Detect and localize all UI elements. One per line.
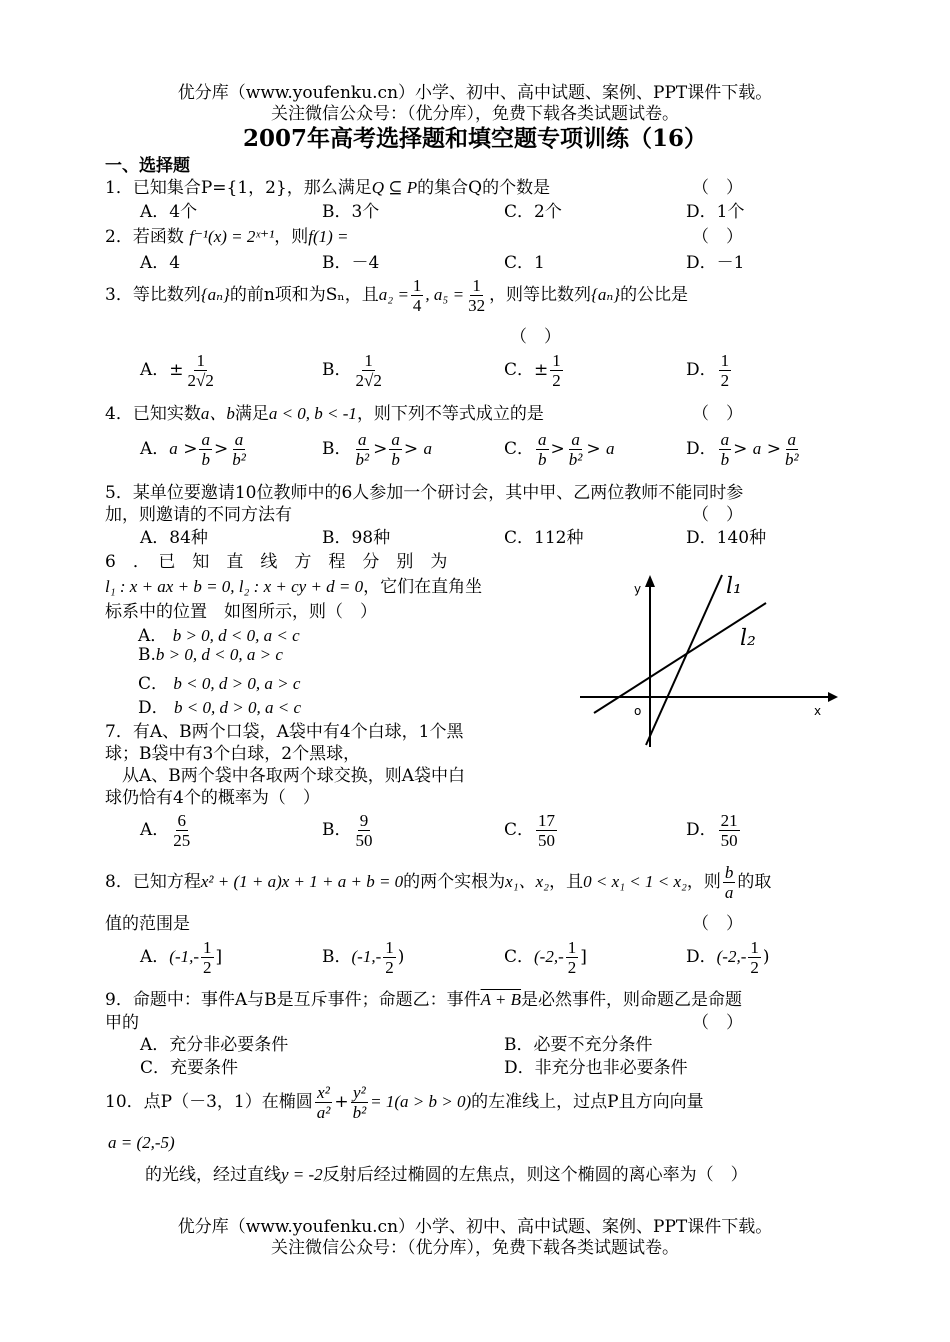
q4-stem-b: 满足 [234, 404, 269, 424]
y-axis-label: y [634, 582, 642, 596]
q6-opt-c [138, 669, 300, 694]
q3-opt-c-num: 1 [552, 351, 561, 370]
q9-event: A + B [480, 990, 522, 1009]
q6-opt-b [138, 645, 283, 665]
q3-opt-d [686, 348, 733, 392]
q9-line2: 甲的 [105, 1013, 139, 1033]
q1-opt-b: B．3个 [322, 202, 380, 222]
q6-opt-b-label: B. [138, 645, 156, 665]
q4-gt: > [586, 439, 601, 459]
q3-opt-d-num: 1 [720, 351, 730, 370]
q9-line1 [105, 985, 742, 1010]
q8-stem-a: 8．已知方程 [105, 872, 201, 892]
q4-stem-c: ，则下列不等式成立的是 [356, 404, 544, 424]
q4-ab: a、b [200, 404, 235, 423]
q8-opt-c-post: ] [580, 947, 587, 967]
q3-stem-c: ，则等比数列 [489, 285, 592, 305]
q8-opt-d-num: 1 [750, 938, 759, 957]
q10-vector: a = (2,-5) [108, 1133, 175, 1152]
q4-gt: > [766, 439, 781, 459]
q8-opt-c-den: 2 [567, 958, 577, 977]
q3-frac2-num: 1 [472, 276, 481, 295]
q9-opt-b: B．必要不充分条件 [504, 1035, 653, 1055]
q3-opt-b-den: 2√2 [355, 371, 382, 390]
q6-line3: 标系中的位置 如图所示，则（ ） [105, 602, 377, 622]
q10-frac-y-num: y² [353, 1083, 366, 1102]
q2-stem [105, 222, 349, 247]
q3-stem-a: 3．等比数列 [105, 285, 201, 305]
q6-opt-c-math: b < 0, d > 0, a > c [173, 674, 301, 693]
q5-line2: 加，则邀请的不同方法有 [105, 505, 292, 525]
q5-opt-c: C．112种 [504, 528, 584, 548]
q8-opt-d-den: 2 [750, 958, 759, 977]
q6-opt-a [138, 621, 300, 646]
q8-eq: x² + (1 + a)x + 1 + a + b = 0 [200, 872, 404, 891]
q8-stem-e: 的取 [737, 872, 772, 892]
q8-opt-a-post: ] [215, 947, 223, 967]
q3-opt-a-label: A． [140, 360, 170, 380]
q10-frac-x-den: a² [316, 1103, 331, 1122]
q8-opt-c [504, 935, 587, 979]
q4-num: a [787, 430, 796, 449]
q4-den: b² [232, 450, 246, 469]
q7-opt-b-num: 9 [359, 811, 369, 830]
q8-opt-b-pre: (-1,- [351, 947, 382, 966]
q4-den: b [538, 450, 547, 469]
q8-stem-c: ，且 [549, 872, 584, 892]
q4-num: a [720, 430, 730, 449]
x-axis-label: x [814, 704, 822, 718]
q7-opt-c [504, 808, 559, 852]
q4-opt-c [504, 427, 615, 471]
q7-opt-c-den: 50 [538, 831, 556, 850]
q4-a-term: a [606, 439, 615, 458]
q4-den: b² [568, 450, 583, 469]
q3-stem-b: 的前n项和为Sₙ，且 [229, 285, 379, 305]
q1-opt-d: D．1个 [686, 202, 745, 222]
q2-opt-c: C．1 [504, 253, 545, 273]
q8-opt-d-frac [748, 938, 761, 977]
q4-num: a [538, 430, 547, 449]
q3-opt-c-den: 2 [552, 371, 561, 390]
q2-math: f⁻¹(x) = 2ˣ⁺¹ [189, 227, 275, 246]
q8-opt-d-pre: (-2,- [716, 947, 747, 966]
q10-line-eq: y = -2 [281, 1165, 323, 1184]
q9-line1b: 是必然事件，则命题乙是命题 [521, 990, 743, 1010]
q3-opt-b-label: B． [322, 360, 352, 380]
q4-stem [105, 399, 544, 424]
q8-opt-b-frac [383, 938, 396, 977]
q5-line1: 5．某单位要邀请10位教师中的6人参加一个研讨会，其中甲、乙两位教师不能同时参 [105, 483, 744, 503]
q6-line2 [105, 572, 482, 597]
q7-opt-b-den: 50 [355, 831, 373, 850]
q4-opt-b-label: B． [322, 439, 352, 459]
q3-frac1 [411, 276, 424, 315]
q8-opt-c-frac [566, 938, 579, 977]
q8-opt-c-pre: (-2,- [534, 947, 564, 966]
q1-stem-a: 1．已知集合P={1，2}，那么满足 [105, 178, 372, 198]
q4-opt-a-label: A． [140, 439, 170, 459]
q8-opt-a [140, 935, 222, 979]
q4-num: a [201, 430, 210, 449]
q7-opt-a-den: 25 [173, 831, 191, 850]
q4-a-frac2 [230, 430, 248, 469]
q8-opt-a-label: A． [140, 947, 170, 967]
q7-opt-a-frac [171, 811, 192, 850]
q4-gt: > [733, 439, 748, 459]
q7-opt-d-frac [719, 811, 740, 850]
q7-opt-d-num: 21 [720, 811, 738, 830]
q8-stem-d: ，则 [686, 872, 721, 892]
q5-opt-b: B．98种 [322, 528, 391, 548]
l1-label: l₁ [726, 574, 742, 599]
q8-opt-b-den: 2 [385, 958, 394, 977]
q4-opt-a [140, 427, 250, 471]
q3-opt-b [322, 348, 386, 392]
q6-opt-c-label: C． [138, 674, 169, 694]
q10-frac-x-num: x² [317, 1083, 330, 1102]
q7-opt-d-den: 50 [720, 831, 738, 850]
q6-opt-d [138, 693, 301, 718]
q4-b-frac1 [354, 430, 372, 469]
q6-eq: l₁ : x + ax + b = 0, l₂ : x + cy + d = 0 [105, 577, 364, 596]
q1-stem-b: 的集合Q的个数是 [417, 178, 551, 198]
q3-opt-b-frac [354, 351, 384, 390]
q9-paren: （ ） [692, 1013, 743, 1033]
q7-line4: 球仍恰有4个的概率为（ ） [105, 788, 320, 808]
q6-opt-b-math: b > 0, d < 0, a > c [155, 645, 283, 664]
q3-opt-a-frac [186, 351, 216, 390]
q7-opt-b-label: B． [322, 820, 352, 840]
q8-line2: 值的范围是 [105, 914, 190, 934]
q3-opt-a [140, 348, 218, 392]
q4-den: b [720, 450, 730, 469]
q7-opt-b-frac [354, 811, 375, 850]
q8-opt-a-pre: (-1,- [169, 947, 200, 966]
q1-math: Q ⊆ P [371, 178, 418, 197]
q6-opt-d-math: b < 0, d > 0, a < c [174, 698, 302, 717]
q8-opt-d-post: ) [762, 947, 770, 967]
q5-opt-d: D．140种 [686, 528, 767, 548]
q7-opt-d [686, 808, 742, 852]
q4-num: a [234, 430, 244, 449]
q10-frac-y-den: b² [352, 1103, 367, 1122]
q4-den: b [201, 450, 210, 469]
q1-opt-a: A．4个 [140, 202, 198, 222]
q8-opt-d [686, 935, 770, 979]
origin-label: o [634, 704, 642, 718]
q7-opt-c-frac [536, 811, 557, 850]
q7-line2: 球；B袋中有3个白球，2个黑球， [105, 744, 361, 764]
q3-opt-a-den: 2√2 [187, 371, 214, 390]
q4-opt-c-label: C． [504, 439, 535, 459]
q3-seq: {aₙ} [200, 285, 230, 304]
q3-paren: （ ） [510, 327, 561, 347]
q8-opt-b [322, 935, 404, 979]
q7-opt-a-num: 6 [177, 811, 187, 830]
q3-opt-d-frac [719, 351, 732, 390]
q4-c-frac1 [536, 430, 549, 469]
q10-line3a: 的光线，经过直线 [145, 1165, 281, 1185]
q4-d-frac1 [719, 430, 732, 469]
q8-opt-c-num: 1 [567, 938, 577, 957]
q8-stem-b: 的两个实根为 [403, 872, 506, 892]
q8-roots: x₁、x₂ [505, 872, 550, 891]
q8-stem [105, 860, 771, 904]
q3-opt-a-pre: ± [169, 360, 184, 380]
q9-opt-c: C．充要条件 [140, 1058, 239, 1078]
q3-a2: a₂ = [378, 285, 409, 304]
q5-paren: （ ） [692, 505, 743, 525]
q8-opt-b-label: B． [322, 947, 352, 967]
q8-opt-d-label: D． [686, 947, 717, 967]
q3-opt-b-num: 1 [364, 351, 373, 370]
q1-stem [105, 173, 550, 198]
q6-opt-d-label: D． [138, 698, 169, 718]
q3-opt-c [504, 348, 565, 392]
q5-opt-a: A．84种 [140, 528, 208, 548]
q4-den: b² [784, 450, 799, 469]
q4-opt-d-label: D． [686, 439, 717, 459]
q3-opt-a-num: 1 [196, 351, 205, 370]
q2-stem-a: 2．若函数 [105, 227, 184, 247]
q3-opt-d-label: D． [686, 360, 717, 380]
q6-graph [570, 565, 840, 755]
q8-opt-a-frac [201, 938, 214, 977]
page-title: 2007年高考选择题和填空题专项训练（16） [242, 125, 708, 152]
q10-frac-x [315, 1083, 333, 1122]
q1-opt-c: C．2个 [504, 202, 562, 222]
q4-num: a [571, 430, 580, 449]
l2-label: l₂ [740, 626, 756, 651]
q8-frac-num: b [724, 863, 734, 882]
q9-line1a: 9．命题中：事件A与B是互斥事件；命题乙：事件 [105, 990, 481, 1010]
q4-paren: （ ） [692, 404, 743, 424]
q6-opt-a-math: b > 0, d < 0, a < c [172, 626, 300, 645]
q3-opt-c-frac [550, 351, 563, 390]
q4-den: b [391, 450, 400, 469]
q3-frac2 [466, 276, 487, 315]
q8-opt-c-label: C． [504, 947, 535, 967]
q10-line3b: 反射后经过椭圆的左焦点，则这个椭圆的离心率为（ ） [322, 1165, 748, 1185]
q2-opt-b: B．－4 [322, 253, 380, 273]
q4-gt: > [183, 439, 198, 459]
q7-opt-a [140, 808, 194, 852]
q4-num: a [358, 430, 367, 449]
q10-line3 [145, 1160, 748, 1185]
q4-opt-b [322, 427, 432, 471]
y-axis-arrow [645, 575, 655, 587]
q4-num: a [391, 430, 400, 449]
q8-cond: 0 < x₁ < 1 < x₂ [583, 872, 687, 891]
q10-frac-y [351, 1083, 369, 1122]
q9-opt-a: A．充分非必要条件 [140, 1035, 289, 1055]
q4-a-term: a [752, 439, 762, 458]
q8-frac [723, 863, 736, 902]
q3-stem [105, 276, 688, 315]
line-l1 [646, 575, 722, 745]
q4-b-frac2 [389, 430, 402, 469]
q3-a5: , a₅ = [425, 285, 465, 304]
q4-d-frac2 [783, 430, 801, 469]
q2-stem-b: ，则 [274, 227, 309, 247]
q4-stem-a: 4．已知实数 [105, 404, 201, 424]
q4-gt: > [550, 439, 565, 459]
q8-opt-b-post: ) [397, 947, 405, 967]
q8-opt-b-num: 1 [385, 938, 394, 957]
q8-opt-a-num: 1 [203, 938, 212, 957]
q7-opt-b [322, 808, 377, 852]
q4-gt: > [403, 439, 419, 459]
q2-opt-a: A．4 [140, 253, 181, 273]
q10-line1: 10．点P（－3，1）在椭圆 $\frac{\text{x²}}{\text{a²}}$ + $\frac{\text{y²}}{\text{b²}}$ = 1(a > b > 0)的左准线上，过点P且方向向量 [105, 1083, 704, 1122]
q2-opt-d: D．－1 [686, 253, 745, 273]
q4-gt: > [213, 439, 229, 459]
q4-gt: > [373, 439, 388, 459]
footer-line2: 关注微信公众号：（优分库），免费下载各类试题试卷。 [271, 1238, 679, 1258]
q7-opt-c-label: C． [504, 820, 535, 840]
q9-opt-d: D．非充分也非必要条件 [504, 1058, 688, 1078]
q4-a-frac1 [199, 430, 212, 469]
q10-stem-a: 10．点P（－3，1）在椭圆 [105, 1092, 313, 1112]
q6-line1: 6 ． 已 知 直 线 方 程 分 别 为 [105, 552, 448, 572]
q3-frac1-num: 1 [412, 276, 422, 295]
q7-opt-d-label: D． [686, 820, 717, 840]
q4-a-term: a [169, 439, 178, 458]
q2-math2: f(1) = [308, 227, 349, 246]
q4-a-term: a [423, 439, 433, 458]
q6-line2b: ，它们在直角坐 [363, 577, 483, 597]
x-axis-arrow [828, 692, 838, 702]
q1-paren: （ ） [692, 178, 743, 198]
header-line1: 优分库（www.youfenku.cn）小学、初中、高中试题、案例、PPT课件下载。 [177, 83, 773, 103]
q2-paren: （ ） [692, 227, 743, 247]
q3-stem-d: 的公比是 [620, 285, 689, 305]
q7-line3: 从A、B两个袋中各取两个球交换，则A袋中白 [105, 766, 466, 786]
q3-seq2: {aₙ} [591, 285, 621, 304]
q3-opt-d-den: 2 [720, 371, 730, 390]
q3-opt-c-pre: ± [534, 360, 549, 380]
q3-frac1-den: 4 [412, 296, 422, 315]
q8-frac-den: a [724, 883, 734, 902]
q7-line1: 7．有A、B两个口袋，A袋中有4个白球，1个黑 [105, 722, 464, 742]
q3-opt-c-label: C． [504, 360, 535, 380]
q7-opt-a-label: A． [140, 820, 170, 840]
q7-opt-c-num: 17 [538, 811, 556, 830]
header-line2: 关注微信公众号：（优分库），免费下载各类试题试卷。 [271, 104, 679, 124]
q6-opt-a-label: A． [138, 626, 168, 646]
q4-c-frac2 [567, 430, 585, 469]
q8-opt-a-den: 2 [203, 958, 212, 977]
section-heading: 一、选择题 [105, 156, 190, 176]
q10-eq-tail: = 1(a > b > 0) [370, 1092, 472, 1111]
q3-frac2-den: 32 [468, 296, 486, 315]
q4-den: b² [355, 450, 370, 469]
q10-stem-b: 的左准线上，过点P且方向向量 [471, 1092, 704, 1112]
q4-opt-d [686, 427, 803, 471]
q4-cond: a < 0, b < -1 [268, 404, 357, 423]
q8-paren: （ ） [692, 914, 743, 934]
footer-line1: 优分库（www.youfenku.cn）小学、初中、高中试题、案例、PPT课件下载。 [177, 1217, 773, 1237]
